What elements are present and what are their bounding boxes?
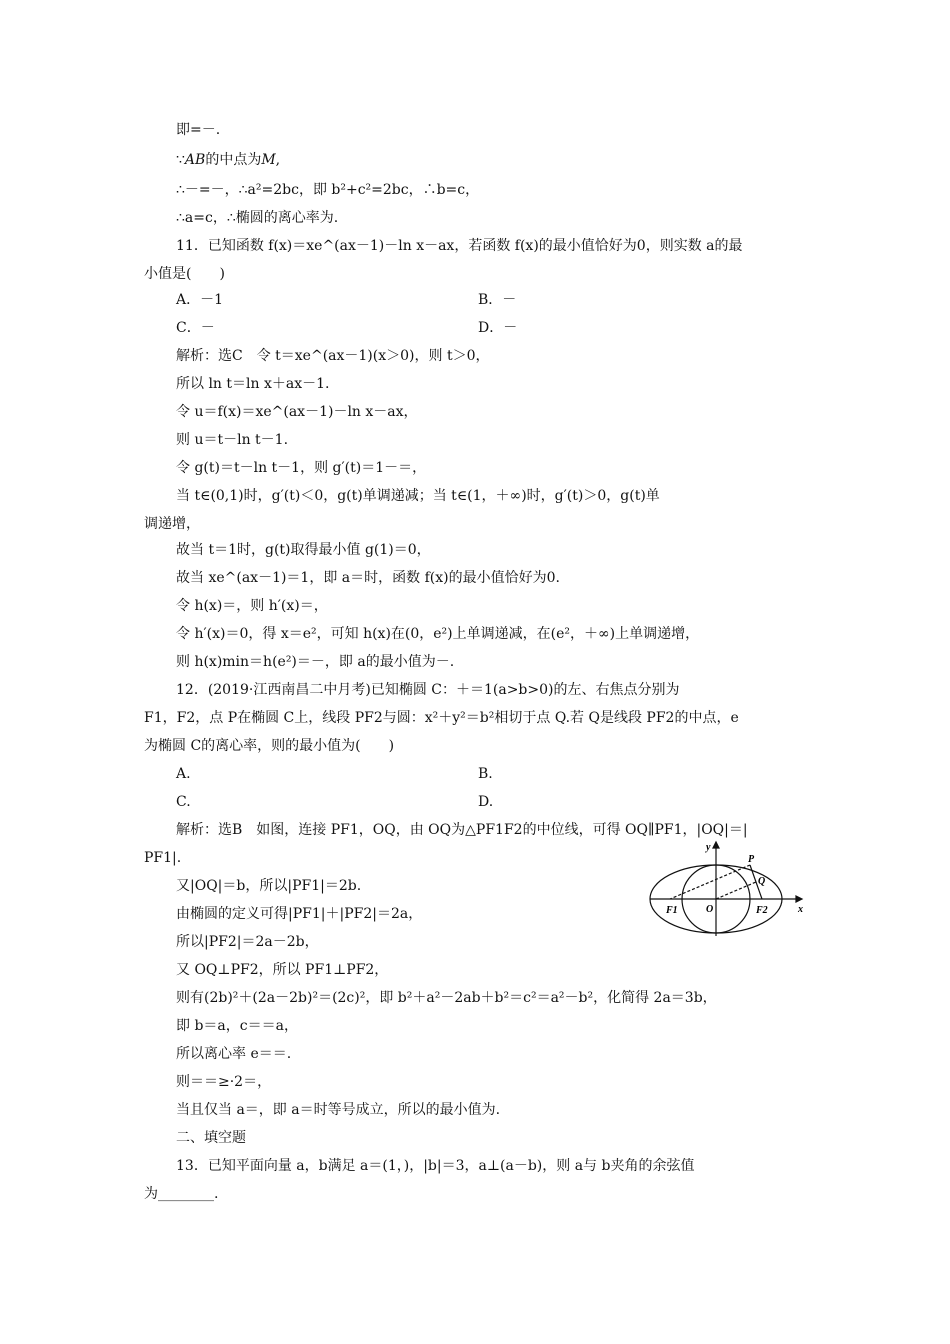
solution-12-line: 则有(2b)²＋(2a－2b)²＝(2c)²，即 b²＋a²－2ab＋b²＝c²＝a²－b²，化简得 2a＝3b， <box>176 990 717 1006</box>
text-line: ∴a=c，∴椭圆的离心率为. <box>176 210 339 226</box>
solution-12-line: 即 b＝a，c＝＝a， <box>176 1018 298 1034</box>
figure-label-f2: F2 <box>756 905 768 916</box>
solution-11-line: 则 h(x)min＝h(e²)＝－，即 a的最小值为－. <box>176 654 455 670</box>
solution-12-line: 当且仅当 a＝，即 a＝时等号成立，所以的最小值为. <box>176 1102 501 1118</box>
question-12-stem: 12．(2019·江西南昌二中月考)已知椭圆 C：＋＝1(a>b>0)的左、右焦点分别为 <box>176 682 680 698</box>
solution-12-line: 所以|PF2|＝2a－2b， <box>176 934 319 950</box>
solution-11-line: 令 g(t)＝t－ln t－1，则 g′(t)＝1－＝， <box>176 460 427 476</box>
x-axis-arrow <box>796 896 802 902</box>
text-line: ∴－=－，∴a²=2bc，即 b²+c²=2bc，∴b=c， <box>176 182 480 198</box>
figure-label-o: O <box>706 904 714 915</box>
y-axis-arrow <box>713 842 719 848</box>
figure-label-q: Q <box>758 876 766 887</box>
question-12-option-c: C. <box>176 794 191 810</box>
solution-12-line: 由椭圆的定义可得|PF1|＋|PF2|＝2a， <box>176 906 423 922</box>
solution-12-line: 解析：选B 如图，连接 PF1，OQ，由 OQ为△PF1F2的中位线，可得 OQ∥PF1，|OQ|＝| <box>176 822 748 838</box>
question-12-option-a: A. <box>176 766 191 782</box>
section-heading: 二、填空题 <box>176 1130 246 1146</box>
solution-11-line: 令 h(x)＝，则 h′(x)＝， <box>176 598 328 614</box>
question-13-stem: 13．已知平面向量 a，b满足 a＝(1，)，|b|＝3，a⊥(a－b)，则 a与 b夹角的余弦值 <box>176 1158 695 1174</box>
question-12-option-b: B. <box>478 766 493 782</box>
solution-11-line: 所以 ln t＝ln x＋ax－1. <box>176 376 330 392</box>
ellipse-figure <box>648 840 808 938</box>
question-12-stem: F1，F2，点 P在椭圆 C上，线段 PF2与圆：x²＋y²＝b²相切于点 Q.若 Q是线段 PF2的中点，e <box>144 710 739 726</box>
question-12-stem: 为椭圆 C的离心率，则的最小值为( ) <box>144 738 395 754</box>
text-line: 即=－. <box>176 122 221 138</box>
question-11-option-b: B．－ <box>478 292 517 308</box>
question-11-stem: 小值是( ) <box>144 266 225 282</box>
solution-11-line: 当 t∈(0,1)时，g′(t)＜0，g(t)单调递减；当 t∈(1，＋∞)时，g′(t)＞0，g(t)单 <box>176 488 660 504</box>
question-11-option-d: D．－ <box>478 320 518 336</box>
solution-11-line: 令 u＝f(x)＝xe^(ax－1)－ln x－ax， <box>176 404 418 420</box>
text-line: ∵AB的中点为M, <box>176 152 281 168</box>
solution-12-line: 又|OQ|＝b，所以|PF1|＝2b. <box>176 878 362 894</box>
question-11-option-a: A．－1 <box>176 292 224 308</box>
solution-12-line: PF1|. <box>144 850 182 866</box>
solution-11-line: 调递增， <box>144 516 200 532</box>
figure-label-f1: F1 <box>666 905 678 916</box>
figure-label-y: y <box>706 842 711 853</box>
figure-label-p: P <box>748 854 755 865</box>
solution-12-line: 又 OQ⊥PF2，所以 PF1⊥PF2， <box>176 962 389 978</box>
solution-11-line: 则 u＝t－ln t－1. <box>176 432 289 448</box>
solution-12-line: 所以离心率 e＝＝. <box>176 1046 292 1062</box>
question-11-option-c: C．－ <box>176 320 215 336</box>
figure-label-x: x <box>798 904 803 915</box>
solution-11-line: 故当 xe^(ax－1)＝1，即 a＝时，函数 f(x)的最小值恰好为0. <box>176 570 560 586</box>
solution-11-line: 解析：选C 令 t＝xe^(ax－1)(x＞0)，则 t＞0， <box>176 348 490 364</box>
question-13-stem: 为________. <box>144 1186 219 1202</box>
solution-11-line: 令 h′(x)＝0，得 x＝e²，可知 h(x)在(0，e²)上单调递减，在(e²，＋∞)上单调递增， <box>176 626 700 642</box>
question-11-stem: 11．已知函数 f(x)＝xe^(ax－1)－ln x－ax，若函数 f(x)的最小值恰好为0，则实数 a的最 <box>176 238 743 254</box>
solution-12-line: 则＝＝≥·2＝， <box>176 1074 272 1090</box>
solution-11-line: 故当 t＝1时，g(t)取得最小值 g(1)＝0， <box>176 542 431 558</box>
question-12-option-d: D. <box>478 794 494 810</box>
